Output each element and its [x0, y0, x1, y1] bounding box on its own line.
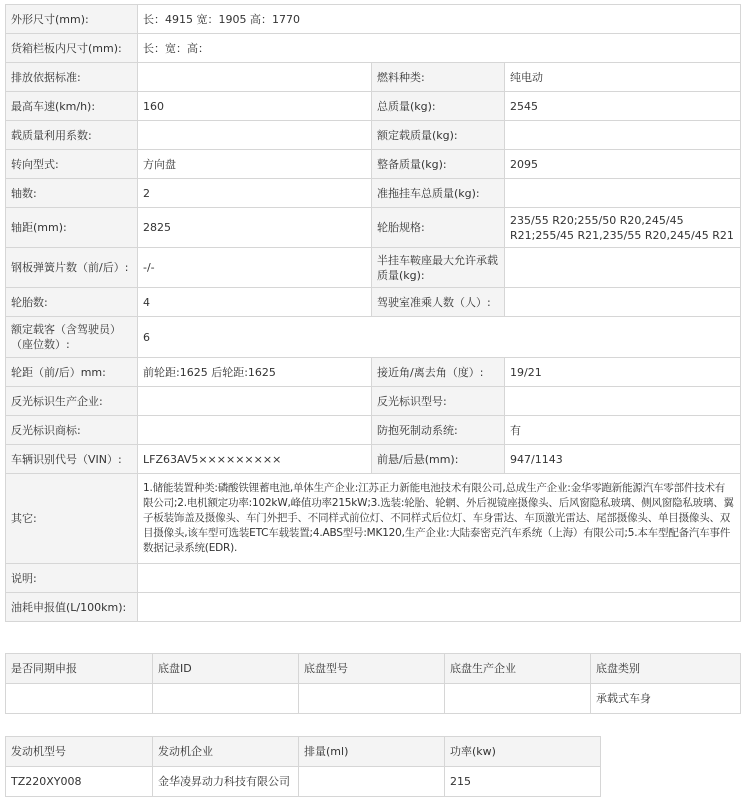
chassis-table — [5, 653, 741, 714]
spec-row-axles — [6, 179, 741, 208]
chassis-model-cell — [299, 684, 445, 714]
passengers-value: 6 — [138, 317, 741, 358]
wheelbase-label: 轴距(mm): — [6, 208, 138, 248]
rated-load-value — [505, 121, 741, 150]
tires-label: 轮胎数: — [6, 288, 138, 317]
rated-load-label: 额定载质量(kg): — [372, 121, 505, 150]
saddle-load-label: 半挂车鞍座最大允许承载质量(kg): — [372, 248, 505, 288]
approach-value: 19/21 — [505, 358, 741, 387]
notes-label: 说明: — [6, 564, 138, 593]
total-mass-label: 总质量(kg): — [372, 92, 505, 121]
trailer-mass-label: 准拖挂车总质量(kg): — [372, 179, 505, 208]
curb-mass-label: 整备质量(kg): — [372, 150, 505, 179]
leaf-springs-label: 钢板弹簧片数（前/后）: — [6, 248, 138, 288]
chassis-id-cell — [153, 684, 299, 714]
engine-header-displacement: 排量(ml) — [299, 737, 445, 767]
spec-row-dimensions — [6, 5, 741, 34]
fuel-type-value: 纯电动 — [505, 63, 741, 92]
chassis-header-maker: 底盘生产企业 — [445, 654, 591, 684]
spec-row-emission — [6, 63, 741, 92]
cargo-box-label: 货箱栏板内尺寸(mm): — [6, 34, 138, 63]
spec-row-other — [6, 474, 741, 564]
engine-table — [5, 736, 601, 797]
curb-mass-value: 2095 — [505, 150, 741, 179]
reflector-maker-label: 反光标识生产企业: — [6, 387, 138, 416]
spec-row-reflector — [6, 387, 741, 416]
cab-seats-value — [505, 288, 741, 317]
reflector-maker-value — [138, 387, 372, 416]
steering-value: 方向盘 — [138, 150, 372, 179]
engine-model-cell: TZ220XY008 — [6, 767, 153, 797]
engine-maker-cell: 金华凌昇动力科技有限公司 — [153, 767, 299, 797]
engine-header-model: 发动机型号 — [6, 737, 153, 767]
chassis-category-cell: 承载式车身 — [591, 684, 741, 714]
reflector-brand-value — [138, 416, 372, 445]
vehicle-spec-table — [5, 4, 741, 622]
abs-value: 有 — [505, 416, 741, 445]
other-value: 1.储能装置种类:磷酸铁锂蓄电池,单体生产企业:江苏正力新能电池技术有限公司,总成生产企业:金华零跑新能源汽车零部件技术有限公司;2.电机额定功率:102kW,峰值功率215kW;3.选装:轮胎、轮辋、外后视镜座摄像头、后风窗隐私玻璃、侧风窗隐私玻璃、翼子板装饰盖及摄像头、车门外把手、不同样式前位灯、不同样式后位灯、车身雷达、车顶激光雷达、尾部摄像头、单目摄像头、双目摄像头,该车型可选装ETC车载装置;4.ABS型号:MK120,生产企业:大陆泰密克汽车系统（上海）有限公司;5.本车型配备汽车事件数据记录系统(EDR). — [138, 474, 741, 564]
emission-label: 排放依据标准: — [6, 63, 138, 92]
chassis-header-category: 底盘类别 — [591, 654, 741, 684]
tire-spec-value: 235/55 R20;255/50 R20,245/45 R21;255/45 R21,235/55 R20,245/45 R21 — [505, 208, 741, 248]
spec-row-brand — [6, 416, 741, 445]
engine-header-row — [6, 737, 601, 767]
dimensions-label: 外形尺寸(mm): — [6, 5, 138, 34]
tire-spec-label: 轮胎规格: — [372, 208, 505, 248]
spec-row-vin — [6, 445, 741, 474]
spec-row-speed — [6, 92, 741, 121]
load-util-label: 载质量利用系数: — [6, 121, 138, 150]
fuel-consumption-value — [138, 593, 741, 622]
trailer-mass-value — [505, 179, 741, 208]
table-row — [6, 767, 601, 797]
reflector-model-label: 反光标识型号: — [372, 387, 505, 416]
spec-row-springs — [6, 248, 741, 288]
load-util-value — [138, 121, 372, 150]
overhang-label: 前悬/后悬(mm): — [372, 445, 505, 474]
engine-header-maker: 发动机企业 — [153, 737, 299, 767]
max-speed-label: 最高车速(km/h): — [6, 92, 138, 121]
passengers-label: 额定载客（含驾驶员）（座位数）: — [6, 317, 138, 358]
spec-row-passengers — [6, 317, 741, 358]
spec-row-notes — [6, 564, 741, 593]
vin-label: 车辆识别代号（VIN）: — [6, 445, 138, 474]
chassis-concurrent-cell — [6, 684, 153, 714]
chassis-header-model: 底盘型号 — [299, 654, 445, 684]
leaf-springs-value: -/- — [138, 248, 372, 288]
dimensions-value: 长：4915 宽：1905 高：1770 — [138, 5, 741, 34]
axles-value: 2 — [138, 179, 372, 208]
vin-value: LFZ63AV5××××××××× — [138, 445, 372, 474]
wheelbase-value: 2825 — [138, 208, 372, 248]
spec-row-tires — [6, 288, 741, 317]
track-label: 轮距（前/后）mm: — [6, 358, 138, 387]
abs-label: 防抱死制动系统: — [372, 416, 505, 445]
fuel-type-label: 燃料种类: — [372, 63, 505, 92]
fuel-consumption-label: 油耗申报值(L/100km): — [6, 593, 138, 622]
overhang-value: 947/1143 — [505, 445, 741, 474]
engine-displacement-cell — [299, 767, 445, 797]
reflector-brand-label: 反光标识商标: — [6, 416, 138, 445]
axles-label: 轴数: — [6, 179, 138, 208]
spec-row-track — [6, 358, 741, 387]
steering-label: 转向型式: — [6, 150, 138, 179]
max-speed-value: 160 — [138, 92, 372, 121]
chassis-maker-cell — [445, 684, 591, 714]
total-mass-value: 2545 — [505, 92, 741, 121]
spec-row-cargo-box — [6, 34, 741, 63]
spec-row-load — [6, 121, 741, 150]
engine-power-cell: 215 — [445, 767, 601, 797]
reflector-model-value — [505, 387, 741, 416]
table-row — [6, 684, 741, 714]
track-value: 前轮距:1625 后轮距:1625 — [138, 358, 372, 387]
chassis-header-row — [6, 654, 741, 684]
spec-row-fuel-consumption — [6, 593, 741, 622]
notes-value — [138, 564, 741, 593]
saddle-load-value — [505, 248, 741, 288]
cargo-box-value: 长：宽：高： — [138, 34, 741, 63]
emission-value — [138, 63, 372, 92]
chassis-header-concurrent: 是否同期申报 — [6, 654, 153, 684]
spec-row-wheelbase — [6, 208, 741, 248]
spec-row-steering — [6, 150, 741, 179]
chassis-header-id: 底盘ID — [153, 654, 299, 684]
approach-label: 接近角/离去角（度）: — [372, 358, 505, 387]
cab-seats-label: 驾驶室准乘人数（人）: — [372, 288, 505, 317]
other-label: 其它: — [6, 474, 138, 564]
engine-header-power: 功率(kw) — [445, 737, 601, 767]
tires-value: 4 — [138, 288, 372, 317]
